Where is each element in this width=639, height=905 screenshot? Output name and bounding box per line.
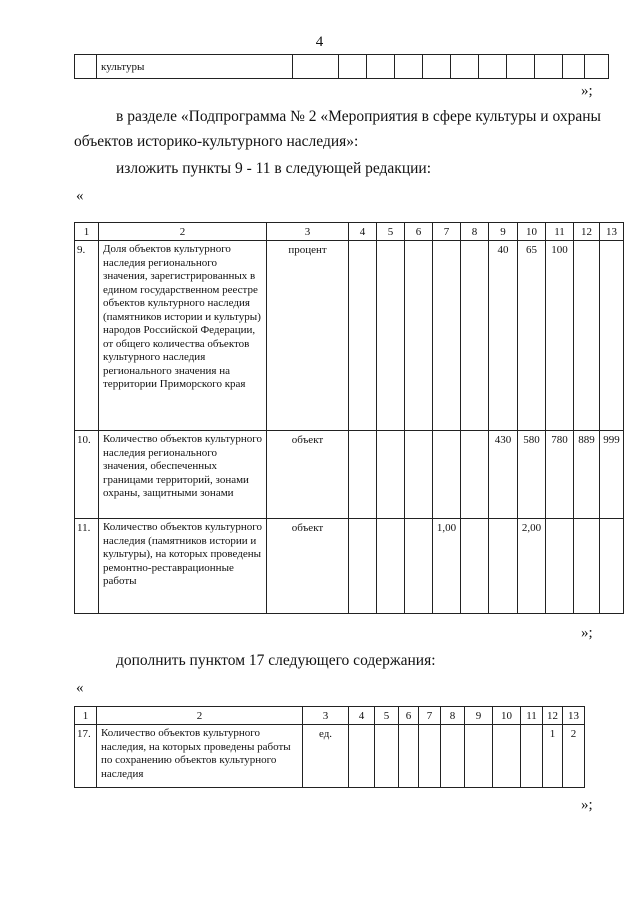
closing-quote: »; bbox=[581, 625, 593, 641]
value-cell bbox=[521, 725, 543, 788]
column-header: 3 bbox=[267, 223, 349, 241]
column-header: 7 bbox=[433, 223, 461, 241]
opening-quote: « bbox=[76, 188, 84, 204]
column-header: 10 bbox=[518, 223, 546, 241]
table-cell bbox=[423, 55, 451, 79]
value-cell bbox=[433, 519, 461, 614]
column-header: 4 bbox=[349, 223, 377, 241]
column-header: 8 bbox=[461, 223, 489, 241]
column-header: 13 bbox=[563, 707, 585, 725]
column-header: 10 bbox=[493, 707, 521, 725]
cell-value bbox=[600, 241, 623, 244]
opening-quote: « bbox=[76, 680, 84, 696]
value-cell bbox=[600, 241, 624, 431]
value-cell bbox=[489, 431, 518, 519]
table-cell bbox=[97, 55, 293, 79]
value-cell bbox=[405, 431, 433, 519]
cell-value bbox=[349, 431, 376, 434]
cell-value bbox=[399, 725, 418, 728]
table-cell bbox=[451, 55, 479, 79]
value-cell bbox=[375, 725, 399, 788]
value-cell bbox=[489, 519, 518, 614]
row-number: 17. bbox=[77, 728, 91, 740]
table-cell bbox=[535, 55, 563, 79]
value-cell bbox=[419, 725, 441, 788]
table-cell bbox=[479, 55, 507, 79]
continuation-table bbox=[74, 54, 609, 79]
cell-value: 1 bbox=[549, 728, 556, 740]
row-number: 9. bbox=[77, 244, 86, 256]
table-cell bbox=[303, 725, 349, 788]
column-header: 7 bbox=[419, 707, 441, 725]
value-cell bbox=[546, 519, 574, 614]
value-cell bbox=[461, 241, 489, 431]
indicator-name: Доля объектов культурного наследия регионального значения, зарегистрированных в едином государственном реестре объектов культурного наследия (памятников истории и культуры) народов Российской Федерации, от общего количества объектов культурного наследия регионального значения на территории Приморского края bbox=[103, 243, 261, 390]
value-cell bbox=[493, 725, 521, 788]
value-cell bbox=[433, 241, 461, 431]
cell-value bbox=[349, 725, 374, 728]
unit-label: объект bbox=[291, 434, 324, 446]
table-cell bbox=[395, 55, 423, 79]
column-header: 3 bbox=[303, 707, 349, 725]
table-cell bbox=[339, 55, 367, 79]
value-cell bbox=[377, 431, 405, 519]
cell-value: 580 bbox=[523, 434, 540, 446]
paragraph-line: в разделе «Подпрограмма № 2 «Мероприятия в сфере культуры и охраны bbox=[116, 108, 601, 125]
value-cell bbox=[377, 519, 405, 614]
table-cell bbox=[267, 241, 349, 431]
cell-value bbox=[600, 519, 623, 522]
value-cell bbox=[574, 519, 600, 614]
indicators-table bbox=[74, 222, 624, 614]
cell-value bbox=[349, 519, 376, 522]
table-header-row bbox=[75, 707, 585, 725]
cell-value bbox=[349, 241, 376, 244]
value-cell bbox=[405, 241, 433, 431]
table-cell bbox=[367, 55, 395, 79]
column-header: 5 bbox=[377, 223, 405, 241]
table-row bbox=[75, 519, 624, 614]
cell-value bbox=[461, 241, 488, 244]
table-cell bbox=[585, 55, 609, 79]
cell-value bbox=[521, 725, 542, 728]
column-header: 1 bbox=[75, 223, 99, 241]
instruction-text: изложить пункты 9 - 11 в следующей редакции: bbox=[116, 160, 432, 177]
column-header: 6 bbox=[405, 223, 433, 241]
cell-value: 100 bbox=[551, 244, 568, 256]
column-header: 4 bbox=[349, 707, 375, 725]
value-cell bbox=[349, 519, 377, 614]
table-cell bbox=[99, 241, 267, 431]
indicator-name: Количество объектов культурного наследия, на которых проведены работы по сохранению объектов культурного наследия bbox=[101, 727, 291, 780]
value-cell bbox=[563, 725, 585, 788]
value-cell bbox=[518, 431, 546, 519]
value-cell bbox=[349, 725, 375, 788]
cell-value bbox=[574, 519, 599, 522]
column-header: 8 bbox=[441, 707, 465, 725]
table-cell bbox=[563, 55, 585, 79]
table-row bbox=[75, 241, 624, 431]
cell-value bbox=[546, 519, 573, 522]
table-cell bbox=[75, 241, 99, 431]
addition-table bbox=[74, 706, 585, 788]
cell-value bbox=[375, 725, 398, 728]
cell-value bbox=[574, 241, 599, 244]
indicator-name: Количество объектов культурного наследия (памятников истории и культуры), на которых проведены ремонтно-реставрационные работы bbox=[103, 521, 263, 587]
cell-value bbox=[405, 431, 432, 434]
value-cell bbox=[546, 431, 574, 519]
value-cell bbox=[600, 431, 624, 519]
cell-value bbox=[465, 725, 492, 728]
table-row bbox=[75, 725, 585, 788]
cell-value bbox=[405, 241, 432, 244]
table-cell bbox=[267, 519, 349, 614]
page-number: 4 bbox=[315, 34, 324, 50]
value-cell bbox=[489, 241, 518, 431]
table-cell bbox=[99, 519, 267, 614]
cell-value bbox=[377, 431, 404, 434]
cell-value: 1,00 bbox=[436, 522, 457, 534]
value-cell bbox=[441, 725, 465, 788]
column-header: 12 bbox=[574, 223, 600, 241]
column-header: 9 bbox=[465, 707, 493, 725]
value-cell bbox=[349, 241, 377, 431]
column-header: 1 bbox=[75, 707, 97, 725]
column-header: 9 bbox=[489, 223, 518, 241]
column-header: 6 bbox=[399, 707, 419, 725]
closing-quote: »; bbox=[581, 83, 593, 99]
table-cell bbox=[99, 431, 267, 519]
value-cell bbox=[461, 519, 489, 614]
column-header: 12 bbox=[543, 707, 563, 725]
table-row bbox=[75, 431, 624, 519]
column-header: 2 bbox=[99, 223, 267, 241]
value-cell bbox=[399, 725, 419, 788]
value-cell bbox=[543, 725, 563, 788]
cell-value bbox=[493, 725, 520, 728]
value-cell bbox=[461, 431, 489, 519]
table-cell bbox=[507, 55, 535, 79]
cell-value bbox=[489, 519, 517, 522]
table-cell bbox=[97, 725, 303, 788]
row-number: 11. bbox=[77, 522, 91, 534]
value-cell bbox=[377, 241, 405, 431]
cell-value: 2,00 bbox=[521, 522, 542, 534]
table-cell bbox=[75, 431, 99, 519]
unit-label: ед. bbox=[318, 728, 333, 740]
cell-value: 780 bbox=[551, 434, 568, 446]
indicator-name: Количество объектов культурного наследия регионального значения, обеспеченных границами территорий, зонами охраны, защитными зонами bbox=[103, 433, 263, 499]
cell-value bbox=[461, 519, 488, 522]
unit-label: процент bbox=[288, 244, 327, 256]
column-header: 13 bbox=[600, 223, 624, 241]
paragraph-line: объектов историко-культурного наследия»: bbox=[74, 133, 359, 150]
value-cell bbox=[546, 241, 574, 431]
closing-quote: »; bbox=[581, 797, 593, 813]
value-cell bbox=[574, 241, 600, 431]
row-number: 10. bbox=[77, 434, 91, 446]
column-header: 11 bbox=[546, 223, 574, 241]
value-cell bbox=[574, 431, 600, 519]
value-cell bbox=[518, 519, 546, 614]
table-cell bbox=[267, 431, 349, 519]
value-cell bbox=[465, 725, 493, 788]
cell-value: 65 bbox=[526, 244, 537, 256]
cell-value bbox=[433, 241, 460, 244]
cell-value bbox=[433, 431, 460, 434]
cell-value bbox=[461, 431, 488, 434]
cell-value bbox=[377, 519, 404, 522]
instruction-text: дополнить пунктом 17 следующего содержания: bbox=[116, 652, 436, 669]
value-cell bbox=[433, 431, 461, 519]
cell-value: 2 bbox=[570, 728, 577, 740]
column-header: 5 bbox=[375, 707, 399, 725]
cell-value: 889 bbox=[578, 434, 595, 446]
column-header: 2 bbox=[97, 707, 303, 725]
cell-value bbox=[441, 725, 464, 728]
column-header: 11 bbox=[521, 707, 543, 725]
cell-value bbox=[405, 519, 432, 522]
table-cell bbox=[75, 519, 99, 614]
cell-value: 999 bbox=[603, 434, 620, 446]
cell-value bbox=[419, 725, 440, 728]
cell-value bbox=[377, 241, 404, 244]
value-cell bbox=[405, 519, 433, 614]
table-cell bbox=[293, 55, 339, 79]
cell-value: 40 bbox=[497, 244, 509, 256]
value-cell bbox=[600, 519, 624, 614]
value-cell bbox=[349, 431, 377, 519]
table-cell bbox=[75, 725, 97, 788]
value-cell bbox=[518, 241, 546, 431]
unit-label: объект bbox=[291, 522, 324, 534]
cell-text: культуры bbox=[101, 61, 145, 73]
table-cell bbox=[75, 55, 97, 79]
cell-value: 430 bbox=[494, 434, 512, 446]
table-header-row bbox=[75, 223, 624, 241]
